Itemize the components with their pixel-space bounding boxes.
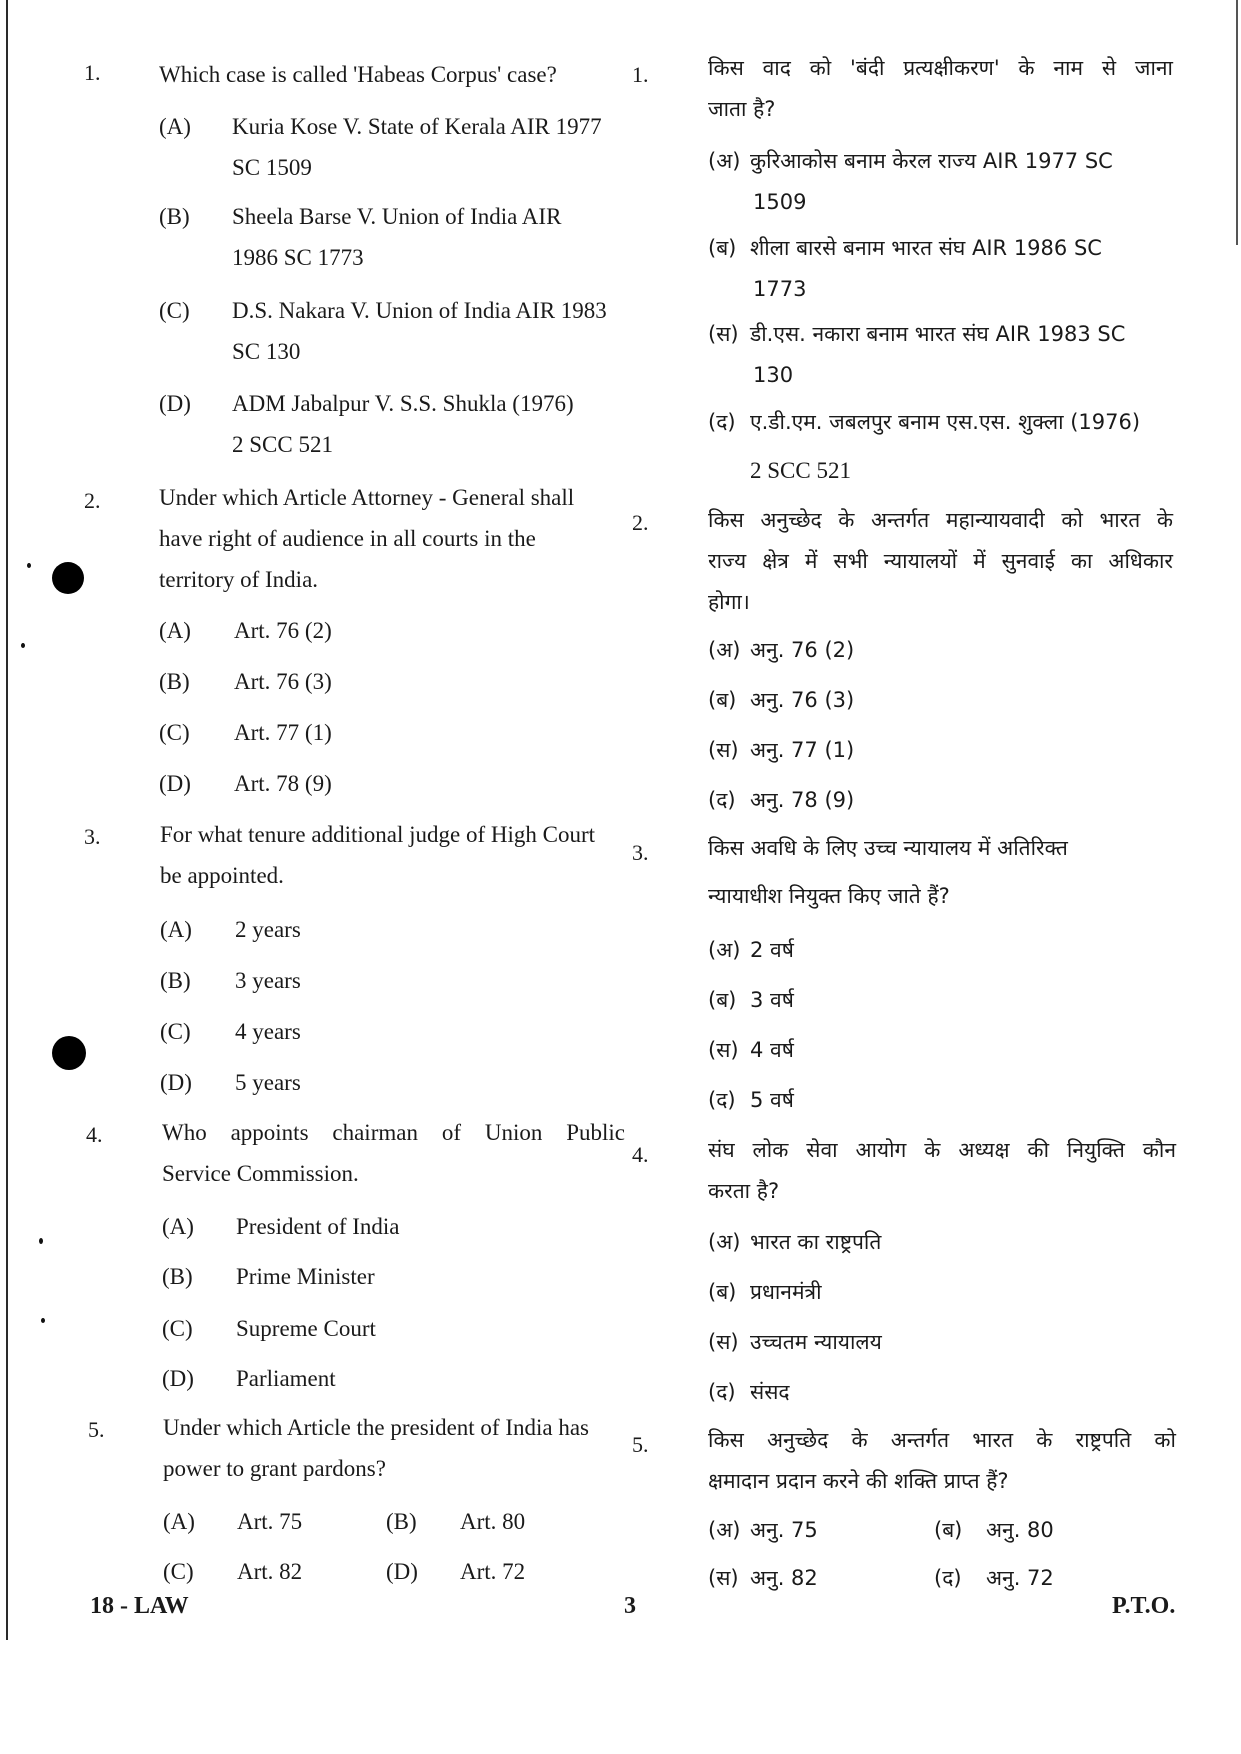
question-line: Who appoints chairman of Union Public [162,1120,625,1145]
option-text: Art. 77 (1) [234,720,332,745]
question-text [708,48,1173,130]
option-b [159,661,629,702]
punch-hole-lower [52,1036,86,1070]
option-text: 2 SCC 521 [232,432,333,457]
question-line: Under which Article Attorney - General shall [159,485,575,510]
option-text: 5 वर्ष [750,1088,794,1112]
question-line: होगा। [708,590,750,614]
option-text: Art. 82 [237,1559,303,1584]
option-label: (द) [708,788,736,812]
option-text: अनु. 75 [750,1518,818,1542]
question-number: 5. [632,1432,649,1457]
question-line: be appointed. [160,863,284,888]
question-text [708,500,1173,623]
punch-hole-upper [52,562,84,594]
option-label: (ब) [708,688,737,712]
page-edge-right [1236,0,1238,245]
option-text: ए.डी.एम. जबलपुर बनाम एस.एस. शुक्ला (1976) [750,410,1141,434]
question-line: किस वाद को 'बंदी प्रत्यक्षीकरण' के नाम से जाना [708,56,1173,80]
option-text: उच्चतम न्यायालय [750,1330,882,1354]
question-text [159,477,624,600]
question-number: 1. [84,60,101,85]
speck [39,1238,43,1244]
option-c [708,1030,1178,1071]
option-d [708,1372,1178,1413]
question-line: have right of audience in all courts in the [159,526,536,551]
option-label: (स) [708,738,739,762]
option-text: अनु. 76 (2) [750,638,855,662]
option-text: Art. 72 [460,1559,526,1584]
option-text: संसद [750,1380,790,1404]
question-number: 4. [86,1122,103,1147]
question-text [708,828,1178,917]
option-text: Art. 78 (9) [234,771,332,796]
option-text: SC 130 [232,339,301,364]
option-a [708,630,1178,671]
question-line: किस अवधि के लिए उच्च न्यायालय में अतिरिक्त [708,836,1068,860]
paper-code: 18 - LAW [90,1593,189,1619]
question-line: क्षमादान प्रदान करने की शक्ति प्राप्त हैं? [708,1469,1009,1493]
option-c [162,1308,632,1349]
option-text: 3 वर्ष [750,988,794,1012]
option-d [386,1551,606,1592]
question-line: संघ लोक सेवा आयोग के अध्यक्ष की नियुक्ति कौन [708,1138,1176,1162]
option-text: 4 years [235,1019,301,1044]
option-text: D.S. Nakara V. Union of India AIR 1983 [232,298,607,323]
option-a [160,909,630,950]
option-label: (D) [162,1366,194,1391]
option-text: कुरिआकोस बनाम केरल राज्य AIR 1977 SC [750,149,1113,173]
option-label: (D) [159,391,191,416]
option-b [708,980,1178,1021]
question-line: किस अनुच्छेद के अन्तर्गत भारत के राष्ट्रपति को [708,1428,1176,1452]
option-label: (D) [386,1559,418,1584]
option-label: (द) [934,1566,962,1590]
speck [21,643,25,648]
option-text: 2 वर्ष [750,938,794,962]
question-line: Under which Article the president of India has [163,1415,590,1440]
option-label: (ब) [708,236,737,260]
option-label: (द) [708,1380,736,1404]
question-line: न्यायाधीश नियुक्त किए जाते हैं? [708,884,950,908]
option-label: (अ) [708,1518,741,1542]
option-b [708,680,1178,721]
option-d [159,763,629,804]
option-text: Art. 76 (2) [234,618,332,643]
option-text: अनु. 76 (3) [750,688,855,712]
option-text: प्रधानमंत्री [750,1280,822,1304]
option-label: (अ) [708,1230,741,1254]
option-b [708,228,1178,310]
option-label: (ब) [708,988,737,1012]
option-text: अनु. 78 (9) [750,788,855,812]
option-text: Sheela Barse V. Union of India AIR [232,204,562,229]
option-label: (C) [159,720,190,745]
option-text: Art. 75 [237,1509,303,1534]
option-label: (D) [160,1070,192,1095]
option-text: अनु. 72 [986,1566,1054,1590]
option-text: 2 years [235,917,301,942]
option-text: 3 years [235,968,301,993]
option-label: (स) [708,322,739,346]
option-b [162,1256,632,1297]
pto-note: P.T.O. [1112,1593,1176,1619]
option-text: Kuria Kose V. State of Kerala AIR 1977 [232,114,602,139]
option-b [934,1510,1154,1551]
page-edge-line [6,0,8,1640]
question-line: जाता है? [708,97,776,121]
option-label: (C) [160,1019,191,1044]
option-label: (अ) [708,149,741,173]
option-text: अनु. 82 [750,1566,818,1590]
option-text: 1773 [753,277,807,301]
option-a [708,141,1178,223]
option-label: (A) [162,1214,194,1239]
option-c [708,1322,1178,1363]
question-text [162,1112,625,1194]
option-text: भारत का राष्ट्रपति [750,1230,882,1254]
option-label: (C) [159,298,190,323]
option-text: डी.एस. नकारा बनाम भारत संघ AIR 1983 SC [750,322,1126,346]
option-b [386,1501,606,1542]
question-number: 3. [632,840,649,865]
option-text: 130 [753,363,794,387]
option-a [708,930,1178,971]
option-label: (स) [708,1566,739,1590]
option-label: (A) [160,917,192,942]
question-text: Which case is called 'Habeas Corpus' case? [159,62,557,87]
option-c [159,290,629,372]
option-label: (C) [162,1316,193,1341]
option-label: (ब) [934,1518,963,1542]
option-text: Prime Minister [236,1264,375,1289]
question-line: territory of India. [159,567,319,592]
option-label: (C) [163,1559,194,1584]
option-text: Art. 76 (3) [234,669,332,694]
option-label: (A) [163,1509,195,1534]
option-label: (B) [159,204,190,229]
option-a [708,1510,928,1551]
option-c [160,1011,630,1052]
option-text: 1509 [753,190,807,214]
option-text: Art. 80 [460,1509,526,1534]
option-label: (स) [708,1038,739,1062]
question-line: किस अनुच्छेद के अन्तर्गत महान्यायवादी को भारत के [708,508,1173,532]
option-text: Supreme Court [236,1316,376,1341]
option-label: (B) [160,968,191,993]
option-c [163,1551,383,1592]
option-a [708,1222,1178,1263]
option-text: Parliament [236,1366,336,1391]
option-label: (B) [162,1264,193,1289]
option-label: (अ) [708,938,741,962]
option-text: अनु. 77 (1) [750,738,855,762]
question-line: Service Commission. [162,1161,359,1186]
option-d [160,1062,630,1103]
question-text [160,814,630,896]
option-label: (D) [159,771,191,796]
speck [41,1318,45,1323]
option-text: SC 1509 [232,155,312,180]
option-label: (अ) [708,638,741,662]
option-text: 5 years [235,1070,301,1095]
option-c [708,730,1178,771]
option-c [159,712,629,753]
option-label: (द) [708,1088,736,1112]
option-b [160,960,630,1001]
question-text [708,1130,1176,1212]
option-b [159,196,629,278]
option-label: (A) [159,114,191,139]
question-number: 2. [84,488,101,513]
question-number: 2. [632,510,649,535]
option-text: 4 वर्ष [750,1038,794,1062]
question-line: राज्य क्षेत्र में सभी न्यायालयों में सुनवाई का अधिकार [708,549,1173,573]
option-d [708,402,1178,492]
question-line: power to grant pardons? [163,1456,386,1481]
option-a [159,106,629,188]
question-text [708,1420,1176,1502]
option-d [708,780,1178,821]
option-label: (स) [708,1330,739,1354]
option-d [162,1358,632,1399]
question-number: 1. [632,62,649,87]
speck [27,563,31,568]
page-number: 3 [624,1593,636,1619]
option-d [159,383,629,465]
option-label: (B) [159,669,190,694]
question-text [163,1407,633,1489]
option-label: (B) [386,1509,417,1534]
option-label: (द) [708,410,736,434]
option-b [708,1272,1178,1313]
question-line: For what tenure additional judge of High Court [160,822,596,847]
option-d [708,1080,1178,1121]
question-number: 3. [84,824,101,849]
option-text: शीला बारसे बनाम भारत संघ AIR 1986 SC [750,236,1102,260]
option-text: अनु. 80 [986,1518,1054,1542]
question-line: करता है? [708,1179,780,1203]
question-number: 5. [88,1417,105,1442]
option-text: ADM Jabalpur V. S.S. Shukla (1976) [232,391,574,416]
option-text: 2 SCC 521 [750,458,851,483]
option-c [708,314,1178,396]
option-a [163,1501,383,1542]
option-a [159,610,629,651]
option-label: (ब) [708,1280,737,1304]
option-c [708,1558,928,1599]
question-number: 4. [632,1142,649,1167]
option-text: President of India [236,1214,400,1239]
option-a [162,1206,632,1247]
option-label: (A) [159,618,191,643]
option-text: 1986 SC 1773 [232,245,364,270]
